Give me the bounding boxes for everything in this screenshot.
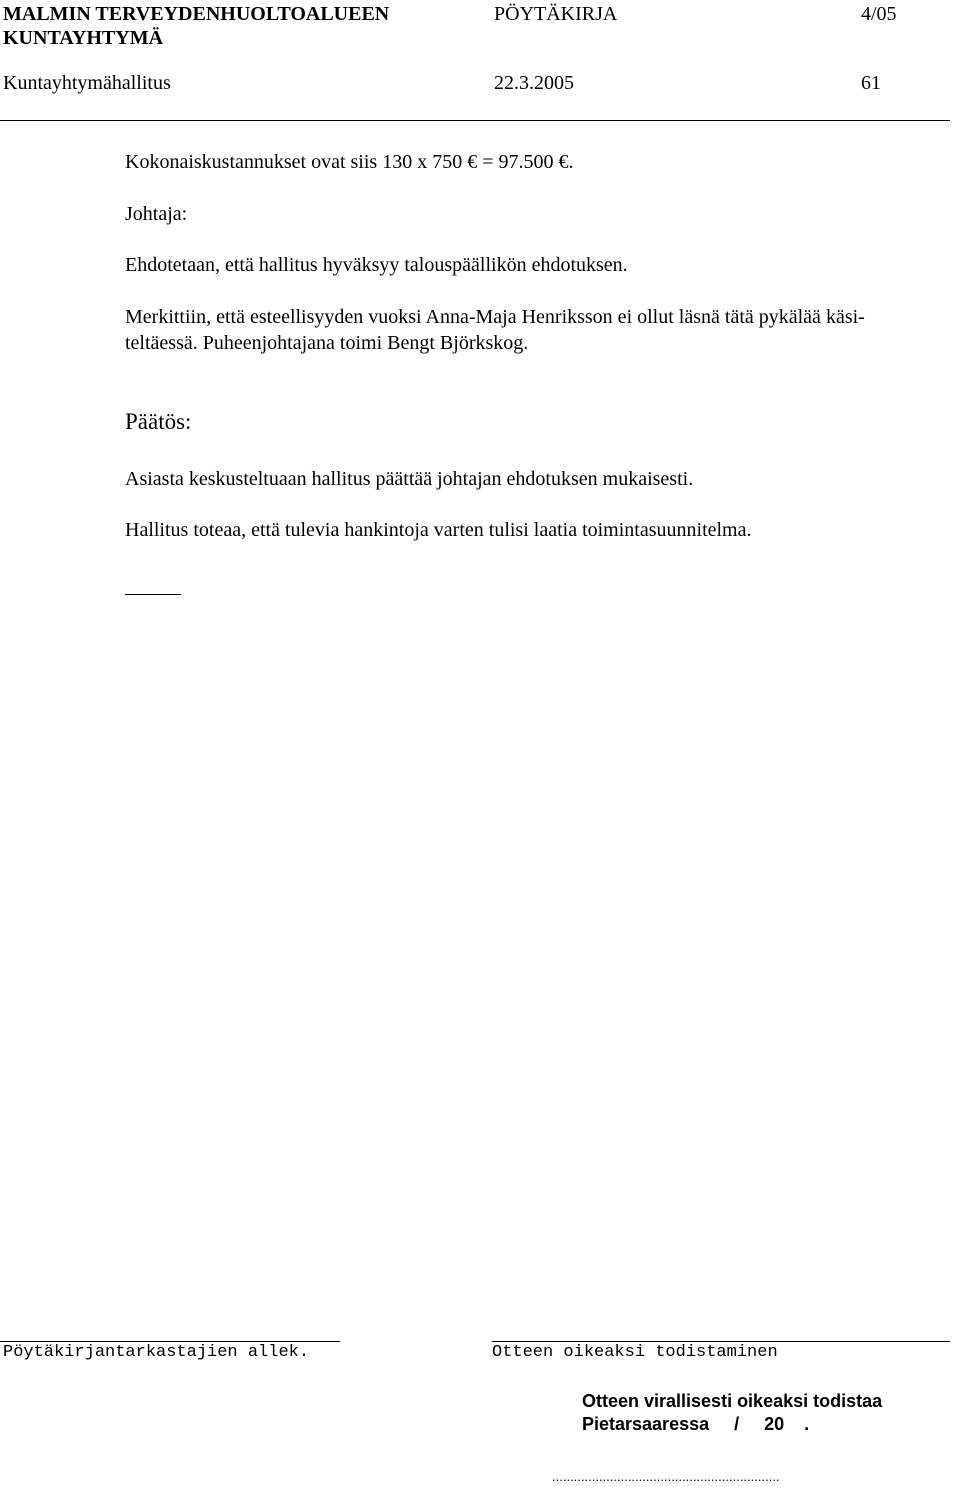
governing-body: Kuntayhtymähallitus — [3, 72, 171, 94]
recusal-note-line1: Merkittiin, että esteellisyyden vuoksi Anna-Maja Henriksson ei ollut läsnä tätä pykälää käsi- — [125, 306, 865, 328]
place-and-date: Pietarsaaressa / 20 . — [582, 1414, 810, 1434]
director-proposal: Ehdotetaan, että hallitus hyväksyy talouspäällikön ehdotuksen. — [125, 254, 628, 276]
decision-heading: Päätös: — [125, 409, 192, 434]
organization-name-line2: KUNTAYHTYMÄ — [3, 27, 164, 49]
organization-name-line1: MALMIN TERVEYDENHUOLTOALUEEN — [3, 3, 390, 25]
certification-label: Otteen oikeaksi todistaminen — [492, 1343, 778, 1362]
decision-text-2: Hallitus toteaa, että tulevia hankintoja varten tulisi laatia toimintasuunnitelma. — [125, 519, 752, 541]
director-heading: Johtaja: — [125, 203, 188, 225]
recusal-note-line2: teltäessä. Puheenjohtajana toimi Bengt Björkskog. — [125, 332, 529, 354]
document-type: PÖYTÄKIRJA — [494, 3, 618, 25]
document-number: 4/05 — [861, 3, 897, 25]
meeting-date: 22.3.2005 — [494, 72, 574, 94]
certification-divider — [492, 1341, 950, 1342]
inspectors-signature-label: Pöytäkirjantarkastajien allek. — [3, 1343, 310, 1362]
decision-text-1: Asiasta keskusteltuaan hallitus päättää johtajan ehdotuksen mukaisesti. — [125, 468, 694, 490]
section-end-line — [125, 594, 181, 595]
section-number: 61 — [861, 72, 881, 94]
cost-summary: Kokonaiskustannukset ovat siis 130 x 750 € = 97.500 €. — [125, 151, 574, 173]
official-certification-text: Otteen virallisesti oikeaksi todistaa — [582, 1391, 883, 1411]
signature-line: ............................................................... — [552, 1469, 780, 1484]
inspectors-divider — [0, 1341, 340, 1342]
header-divider — [0, 120, 950, 121]
